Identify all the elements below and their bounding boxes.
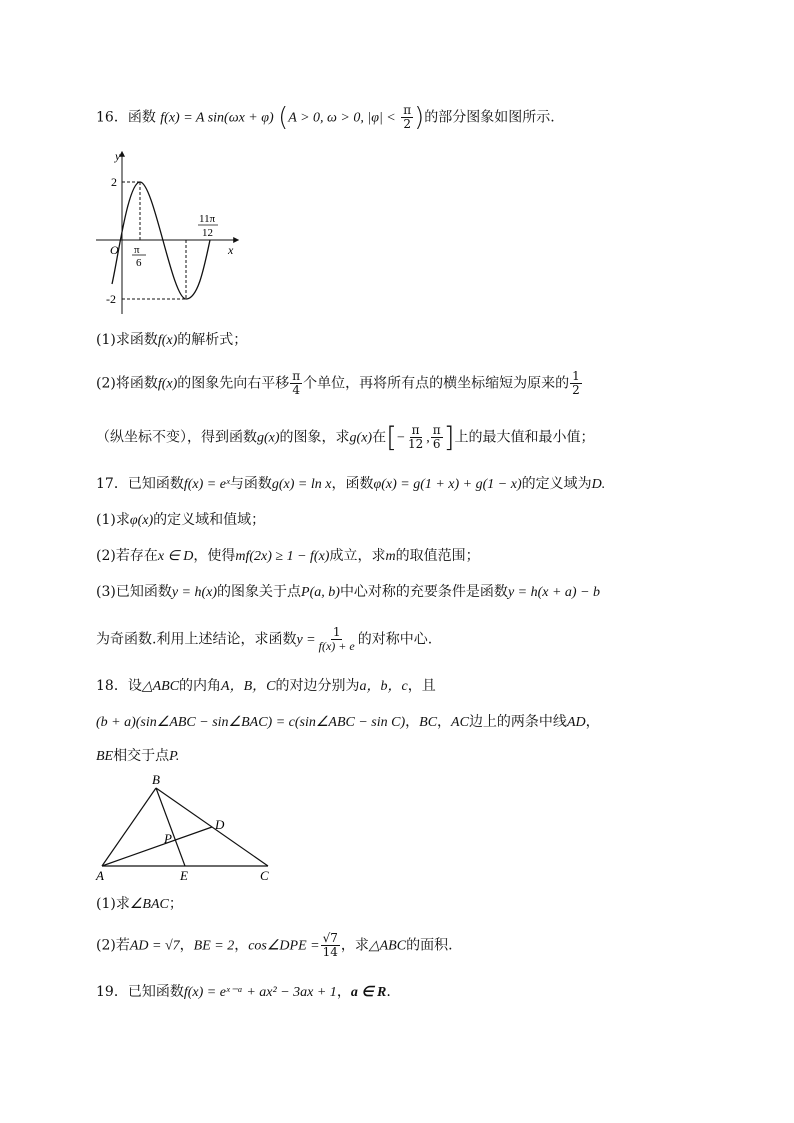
origin-label: O — [110, 243, 119, 257]
vertex-A-label: A — [96, 868, 104, 883]
tick-pi6-den: 6 — [136, 257, 142, 269]
q16-condition: A > 0, ω > 0, |φ| < — [288, 110, 396, 126]
q18-statement-line1: 18．设△ABC的内角A，B，C的对边分别为a，b，c，且 — [96, 678, 436, 694]
q18-triangle-figure — [94, 772, 284, 884]
q17-part2: (2)若存在x ∈ D，使得mf(2x) ≥ 1 − f(x)成立，求m的取值范围； — [96, 548, 480, 564]
q16-function: f(x) = A sin(ωx + φ) — [160, 110, 274, 126]
q17-number: 17． — [96, 476, 128, 492]
q19-number: 19． — [96, 984, 128, 1000]
side-AB — [102, 788, 156, 866]
q16-sine-graph — [94, 148, 254, 316]
median-BE — [156, 788, 185, 866]
q17-part3-line1: (3)已知函数y = h(x)的图象关于点P(a, b)中心对称的充要条件是函数y = h(x + a) − b — [96, 584, 601, 600]
q17-statement: 17．已知函数f(x) = eˣ与函数g(x) = ln x，函数φ(x) = g(1 + x) + g(1 − x)的定义域为D. — [96, 476, 606, 492]
x-axis-label: x — [228, 243, 234, 257]
tick-11pi12-den: 12 — [202, 227, 213, 239]
q18-statement-line3: BE相交于点P. — [96, 748, 180, 764]
y-max-label: 2 — [111, 175, 117, 189]
point-D-label: D — [215, 817, 225, 832]
y-axis-label: y — [115, 149, 121, 163]
q19-statement: 19．已知函数f(x) = eˣ⁻ᵃ + ax² − 3ax + 1，a ∈ R. — [96, 984, 391, 1000]
point-E-label: E — [180, 868, 188, 883]
q16-part2-line1: (2)将函数f(x)的图象先向右平移 $\frac{\pi}{4}$ 个单位，再将所有点的横坐标缩短为原来的 $\frac{1}{2}$ — [96, 369, 580, 397]
vertex-B-label: B — [152, 772, 160, 787]
tick-11pi12-num: 11π — [199, 213, 216, 225]
y-min-label: -2 — [106, 292, 116, 306]
q17-part1: (1)求φ(x)的定义域和值域； — [96, 512, 266, 528]
vertex-C-label: C — [260, 868, 269, 883]
q16-statement: 16．函数 f(x) = A sin(ωx + φ) (A > 0, ω > 0, |φ| < $\frac{\pi}{2}$ )的部分图象如图所示. — [96, 102, 555, 133]
q16-part1: (1)求函数f(x)的解析式； — [96, 332, 248, 348]
tick-pi6-num: π — [134, 244, 140, 256]
q18-part1: (1)求∠BAC； — [96, 896, 183, 912]
q18-part2: (2)若AD = √7，BE = 2，cos∠DPE = $\frac{√7}{14}$ ，求△ABC的面积. — [96, 931, 453, 959]
median-AD — [102, 827, 212, 866]
q16-number: 16． — [96, 109, 128, 126]
q18-number: 18． — [96, 678, 128, 694]
q17-part3-line2: 为奇函数.利用上述结论，求函数y = $\frac{1}{f(x) + e}$ 的对称中心. — [96, 625, 433, 653]
point-P-label: P — [164, 831, 172, 846]
q16-part2-line2: （纵坐标不变），得到函数g(x)的图象，求g(x)在[− $\frac{\pi}{12}$ , $\frac{\pi}{6}$ ]上的最大值和最小值； — [96, 420, 595, 454]
q18-statement-line2: (b + a)(sin∠ABC − sin∠BAC) = c(sin∠ABC − sin C)，BC，AC边上的两条中线AD， — [96, 714, 600, 730]
